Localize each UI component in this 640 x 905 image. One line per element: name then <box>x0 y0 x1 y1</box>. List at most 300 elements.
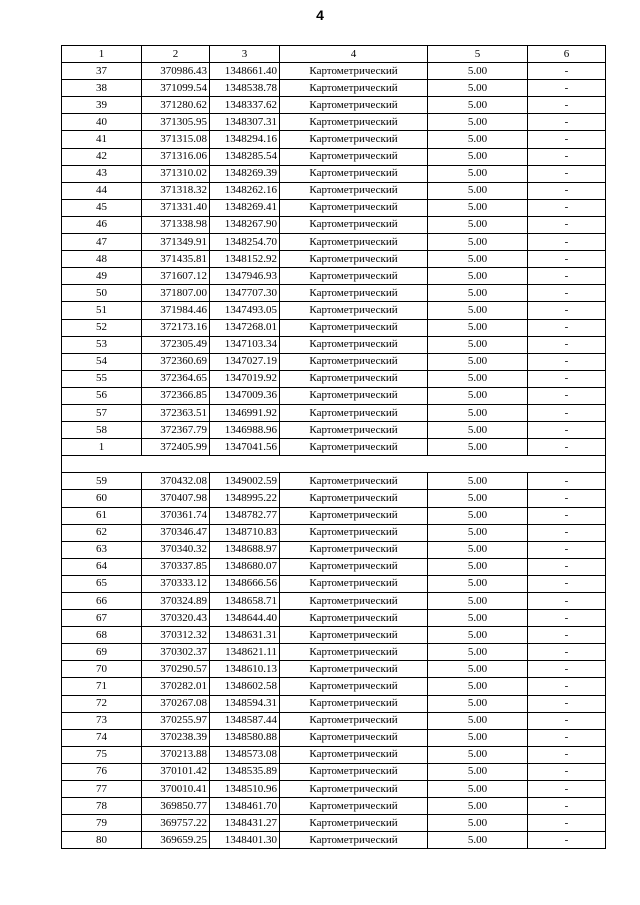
cell-method: Картометрический <box>280 832 428 849</box>
cell-note: - <box>528 302 606 319</box>
cell-coord-x: 369659.25 <box>142 832 210 849</box>
cell-accuracy: 5.00 <box>428 678 528 695</box>
cell-coord-x: 370340.32 <box>142 541 210 558</box>
cell-method: Картометрический <box>280 815 428 832</box>
cell-accuracy: 5.00 <box>428 439 528 456</box>
table-header-row <box>62 46 606 63</box>
cell-accuracy: 5.00 <box>428 336 528 353</box>
cell-method: Картометрический <box>280 404 428 421</box>
table-row <box>62 114 606 131</box>
cell-coord-y: 1348631.31 <box>210 627 280 644</box>
cell-method: Картометрический <box>280 558 428 575</box>
cell-note: - <box>528 353 606 370</box>
cell-coord-x: 371099.54 <box>142 80 210 97</box>
cell-method: Картометрический <box>280 473 428 490</box>
cell-accuracy: 5.00 <box>428 490 528 507</box>
cell-coord-x: 372363.51 <box>142 404 210 421</box>
cell-coord-y: 1348401.30 <box>210 832 280 849</box>
cell-point-number: 48 <box>62 251 142 268</box>
cell-note: - <box>528 251 606 268</box>
header-col-6: 6 <box>528 46 606 63</box>
table-row <box>62 336 606 353</box>
table-row <box>62 199 606 216</box>
cell-note: - <box>528 524 606 541</box>
cell-note: - <box>528 610 606 627</box>
table-row <box>62 97 606 114</box>
cell-coord-y: 1348610.13 <box>210 661 280 678</box>
cell-point-number: 57 <box>62 404 142 421</box>
table-row <box>62 404 606 421</box>
cell-note: - <box>528 712 606 729</box>
cell-method: Картометрический <box>280 678 428 695</box>
cell-point-number: 52 <box>62 319 142 336</box>
cell-note: - <box>528 268 606 285</box>
cell-note: - <box>528 370 606 387</box>
cell-coord-x: 371984.46 <box>142 302 210 319</box>
table-row <box>62 678 606 695</box>
cell-coord-y: 1348644.40 <box>210 610 280 627</box>
cell-accuracy: 5.00 <box>428 404 528 421</box>
cell-coord-x: 370101.42 <box>142 763 210 780</box>
cell-note: - <box>528 678 606 695</box>
cell-note: - <box>528 541 606 558</box>
cell-point-number: 75 <box>62 746 142 763</box>
cell-coord-y: 1348510.96 <box>210 781 280 798</box>
cell-method: Картометрический <box>280 216 428 233</box>
cell-note: - <box>528 746 606 763</box>
cell-coord-y: 1348666.56 <box>210 575 280 592</box>
header-col-3: 3 <box>210 46 280 63</box>
cell-method: Картометрический <box>280 490 428 507</box>
cell-point-number: 70 <box>62 661 142 678</box>
cell-point-number: 64 <box>62 558 142 575</box>
cell-coord-y: 1348535.89 <box>210 763 280 780</box>
cell-method: Картометрический <box>280 268 428 285</box>
cell-note: - <box>528 507 606 524</box>
cell-coord-y: 1348661.40 <box>210 63 280 80</box>
cell-point-number: 69 <box>62 644 142 661</box>
cell-point-number: 58 <box>62 422 142 439</box>
cell-accuracy: 5.00 <box>428 644 528 661</box>
table-row <box>62 268 606 285</box>
cell-note: - <box>528 473 606 490</box>
separator-cell <box>62 456 606 473</box>
cell-method: Картометрический <box>280 661 428 678</box>
cell-coord-x: 372364.65 <box>142 370 210 387</box>
cell-method: Картометрический <box>280 319 428 336</box>
cell-method: Картометрический <box>280 97 428 114</box>
table-row <box>62 182 606 199</box>
cell-method: Картометрический <box>280 148 428 165</box>
cell-point-number: 56 <box>62 387 142 404</box>
cell-coord-x: 370255.97 <box>142 712 210 729</box>
cell-note: - <box>528 216 606 233</box>
cell-method: Картометрический <box>280 627 428 644</box>
cell-method: Картометрический <box>280 199 428 216</box>
cell-coord-x: 370282.01 <box>142 678 210 695</box>
cell-accuracy: 5.00 <box>428 541 528 558</box>
table-row <box>62 302 606 319</box>
cell-method: Картометрический <box>280 746 428 763</box>
cell-accuracy: 5.00 <box>428 575 528 592</box>
cell-coord-x: 371310.02 <box>142 165 210 182</box>
cell-method: Картометрический <box>280 781 428 798</box>
cell-coord-x: 370290.57 <box>142 661 210 678</box>
cell-coord-y: 1348594.31 <box>210 695 280 712</box>
cell-coord-y: 1347946.93 <box>210 268 280 285</box>
cell-accuracy: 5.00 <box>428 763 528 780</box>
table-row <box>62 729 606 746</box>
cell-point-number: 59 <box>62 473 142 490</box>
cell-coord-x: 370213.88 <box>142 746 210 763</box>
table-row <box>62 712 606 729</box>
table-row <box>62 695 606 712</box>
table-row <box>62 781 606 798</box>
cell-accuracy: 5.00 <box>428 165 528 182</box>
cell-point-number: 44 <box>62 182 142 199</box>
table-body <box>62 63 606 849</box>
table-row <box>62 541 606 558</box>
cell-note: - <box>528 661 606 678</box>
cell-coord-x: 371315.08 <box>142 131 210 148</box>
cell-coord-y: 1348254.70 <box>210 234 280 251</box>
cell-coord-x: 370302.37 <box>142 644 210 661</box>
cell-method: Картометрический <box>280 165 428 182</box>
cell-note: - <box>528 832 606 849</box>
table-row <box>62 216 606 233</box>
cell-note: - <box>528 199 606 216</box>
cell-accuracy: 5.00 <box>428 422 528 439</box>
section-separator-row <box>62 456 606 473</box>
table-row <box>62 815 606 832</box>
cell-accuracy: 5.00 <box>428 661 528 678</box>
cell-point-number: 37 <box>62 63 142 80</box>
cell-coord-x: 372367.79 <box>142 422 210 439</box>
cell-method: Картометрический <box>280 234 428 251</box>
header-col-5: 5 <box>428 46 528 63</box>
cell-coord-y: 1348680.07 <box>210 558 280 575</box>
cell-coord-x: 370986.43 <box>142 63 210 80</box>
cell-point-number: 40 <box>62 114 142 131</box>
cell-note: - <box>528 182 606 199</box>
table-row <box>62 234 606 251</box>
cell-coord-y: 1348658.71 <box>210 593 280 610</box>
cell-coord-x: 370407.98 <box>142 490 210 507</box>
cell-coord-x: 371349.91 <box>142 234 210 251</box>
table-row <box>62 63 606 80</box>
cell-accuracy: 5.00 <box>428 558 528 575</box>
table-row <box>62 148 606 165</box>
cell-point-number: 1 <box>62 439 142 456</box>
cell-coord-y: 1348587.44 <box>210 712 280 729</box>
cell-point-number: 41 <box>62 131 142 148</box>
cell-note: - <box>528 729 606 746</box>
cell-coord-x: 370324.89 <box>142 593 210 610</box>
cell-method: Картометрический <box>280 524 428 541</box>
cell-note: - <box>528 695 606 712</box>
cell-method: Картометрический <box>280 370 428 387</box>
cell-coord-x: 371305.95 <box>142 114 210 131</box>
cell-method: Картометрический <box>280 387 428 404</box>
cell-method: Картометрический <box>280 712 428 729</box>
cell-note: - <box>528 815 606 832</box>
cell-accuracy: 5.00 <box>428 746 528 763</box>
cell-accuracy: 5.00 <box>428 302 528 319</box>
cell-point-number: 66 <box>62 593 142 610</box>
cell-accuracy: 5.00 <box>428 131 528 148</box>
table-row <box>62 387 606 404</box>
cell-note: - <box>528 627 606 644</box>
cell-point-number: 54 <box>62 353 142 370</box>
cell-coord-x: 370312.32 <box>142 627 210 644</box>
table-row <box>62 422 606 439</box>
cell-accuracy: 5.00 <box>428 148 528 165</box>
cell-point-number: 63 <box>62 541 142 558</box>
cell-note: - <box>528 114 606 131</box>
cell-coord-y: 1348269.39 <box>210 165 280 182</box>
cell-point-number: 43 <box>62 165 142 182</box>
cell-coord-x: 371318.32 <box>142 182 210 199</box>
table-row <box>62 80 606 97</box>
cell-method: Картометрический <box>280 439 428 456</box>
cell-accuracy: 5.00 <box>428 507 528 524</box>
cell-coord-y: 1349002.59 <box>210 473 280 490</box>
cell-coord-x: 372305.49 <box>142 336 210 353</box>
cell-note: - <box>528 763 606 780</box>
cell-coord-x: 370238.39 <box>142 729 210 746</box>
cell-coord-x: 371435.81 <box>142 251 210 268</box>
cell-accuracy: 5.00 <box>428 268 528 285</box>
table-row <box>62 575 606 592</box>
cell-note: - <box>528 131 606 148</box>
cell-point-number: 45 <box>62 199 142 216</box>
cell-note: - <box>528 234 606 251</box>
table-row <box>62 353 606 370</box>
cell-method: Картометрический <box>280 541 428 558</box>
cell-note: - <box>528 165 606 182</box>
cell-accuracy: 5.00 <box>428 353 528 370</box>
cell-accuracy: 5.00 <box>428 729 528 746</box>
table-row <box>62 627 606 644</box>
header-col-1: 1 <box>62 46 142 63</box>
cell-accuracy: 5.00 <box>428 815 528 832</box>
cell-coord-y: 1347493.05 <box>210 302 280 319</box>
table-row <box>62 832 606 849</box>
cell-point-number: 39 <box>62 97 142 114</box>
cell-coord-y: 1348431.27 <box>210 815 280 832</box>
cell-coord-y: 1348152.92 <box>210 251 280 268</box>
table-row <box>62 285 606 302</box>
cell-coord-y: 1347103.34 <box>210 336 280 353</box>
cell-point-number: 42 <box>62 148 142 165</box>
cell-accuracy: 5.00 <box>428 182 528 199</box>
cell-coord-x: 371807.00 <box>142 285 210 302</box>
table-row <box>62 763 606 780</box>
cell-point-number: 55 <box>62 370 142 387</box>
cell-coord-y: 1348294.16 <box>210 131 280 148</box>
cell-accuracy: 5.00 <box>428 473 528 490</box>
cell-method: Картометрический <box>280 114 428 131</box>
table-row <box>62 490 606 507</box>
cell-accuracy: 5.00 <box>428 199 528 216</box>
cell-accuracy: 5.00 <box>428 524 528 541</box>
coordinates-table <box>61 45 606 849</box>
table-row <box>62 507 606 524</box>
cell-accuracy: 5.00 <box>428 319 528 336</box>
cell-note: - <box>528 798 606 815</box>
cell-accuracy: 5.00 <box>428 80 528 97</box>
cell-note: - <box>528 781 606 798</box>
cell-note: - <box>528 404 606 421</box>
cell-note: - <box>528 422 606 439</box>
cell-method: Картометрический <box>280 729 428 746</box>
cell-note: - <box>528 439 606 456</box>
cell-coord-x: 370333.12 <box>142 575 210 592</box>
page-number: 4 <box>316 7 324 23</box>
cell-point-number: 61 <box>62 507 142 524</box>
cell-method: Картометрический <box>280 182 428 199</box>
cell-coord-y: 1348337.62 <box>210 97 280 114</box>
cell-point-number: 79 <box>62 815 142 832</box>
table-row <box>62 746 606 763</box>
cell-coord-y: 1347009.36 <box>210 387 280 404</box>
cell-point-number: 50 <box>62 285 142 302</box>
cell-coord-y: 1348602.58 <box>210 678 280 695</box>
cell-coord-y: 1346991.92 <box>210 404 280 421</box>
cell-point-number: 72 <box>62 695 142 712</box>
cell-coord-y: 1348262.16 <box>210 182 280 199</box>
cell-coord-x: 372366.85 <box>142 387 210 404</box>
cell-accuracy: 5.00 <box>428 387 528 404</box>
cell-note: - <box>528 319 606 336</box>
cell-accuracy: 5.00 <box>428 695 528 712</box>
table-row <box>62 798 606 815</box>
cell-coord-y: 1347041.56 <box>210 439 280 456</box>
cell-accuracy: 5.00 <box>428 370 528 387</box>
cell-coord-y: 1348538.78 <box>210 80 280 97</box>
cell-coord-x: 371280.62 <box>142 97 210 114</box>
cell-point-number: 78 <box>62 798 142 815</box>
cell-coord-y: 1348782.77 <box>210 507 280 524</box>
cell-coord-y: 1348710.83 <box>210 524 280 541</box>
cell-coord-y: 1348307.31 <box>210 114 280 131</box>
cell-accuracy: 5.00 <box>428 712 528 729</box>
cell-coord-y: 1348573.08 <box>210 746 280 763</box>
cell-accuracy: 5.00 <box>428 234 528 251</box>
cell-coord-x: 369850.77 <box>142 798 210 815</box>
cell-method: Картометрический <box>280 131 428 148</box>
cell-point-number: 76 <box>62 763 142 780</box>
cell-coord-y: 1348461.70 <box>210 798 280 815</box>
cell-point-number: 62 <box>62 524 142 541</box>
cell-point-number: 68 <box>62 627 142 644</box>
cell-accuracy: 5.00 <box>428 627 528 644</box>
cell-coord-y: 1348269.41 <box>210 199 280 216</box>
cell-note: - <box>528 63 606 80</box>
cell-method: Картометрический <box>280 63 428 80</box>
table-row <box>62 610 606 627</box>
cell-accuracy: 5.00 <box>428 114 528 131</box>
cell-coord-y: 1348688.97 <box>210 541 280 558</box>
header-col-4: 4 <box>280 46 428 63</box>
cell-accuracy: 5.00 <box>428 832 528 849</box>
cell-coord-y: 1347268.01 <box>210 319 280 336</box>
table-row <box>62 131 606 148</box>
table-row <box>62 524 606 541</box>
table-row <box>62 370 606 387</box>
cell-coord-y: 1347027.19 <box>210 353 280 370</box>
cell-coord-x: 370267.08 <box>142 695 210 712</box>
cell-method: Картометрический <box>280 353 428 370</box>
cell-point-number: 38 <box>62 80 142 97</box>
cell-note: - <box>528 80 606 97</box>
cell-note: - <box>528 593 606 610</box>
cell-coord-y: 1348285.54 <box>210 148 280 165</box>
cell-note: - <box>528 336 606 353</box>
cell-note: - <box>528 285 606 302</box>
cell-accuracy: 5.00 <box>428 610 528 627</box>
cell-method: Картометрический <box>280 644 428 661</box>
cell-method: Картометрический <box>280 575 428 592</box>
cell-point-number: 74 <box>62 729 142 746</box>
cell-accuracy: 5.00 <box>428 781 528 798</box>
cell-note: - <box>528 148 606 165</box>
cell-method: Картометрический <box>280 695 428 712</box>
cell-note: - <box>528 490 606 507</box>
cell-point-number: 80 <box>62 832 142 849</box>
cell-coord-x: 372360.69 <box>142 353 210 370</box>
cell-coord-y: 1347019.92 <box>210 370 280 387</box>
cell-point-number: 46 <box>62 216 142 233</box>
cell-coord-x: 371316.06 <box>142 148 210 165</box>
cell-note: - <box>528 387 606 404</box>
cell-point-number: 65 <box>62 575 142 592</box>
cell-accuracy: 5.00 <box>428 216 528 233</box>
table-row <box>62 661 606 678</box>
table-row <box>62 165 606 182</box>
cell-coord-x: 369757.22 <box>142 815 210 832</box>
cell-coord-x: 370432.08 <box>142 473 210 490</box>
cell-method: Картометрический <box>280 422 428 439</box>
cell-coord-x: 371607.12 <box>142 268 210 285</box>
table-row <box>62 439 606 456</box>
cell-note: - <box>528 97 606 114</box>
cell-coord-x: 370337.85 <box>142 558 210 575</box>
table-row <box>62 319 606 336</box>
cell-method: Картометрический <box>280 610 428 627</box>
cell-point-number: 73 <box>62 712 142 729</box>
table-row <box>62 593 606 610</box>
cell-note: - <box>528 644 606 661</box>
cell-accuracy: 5.00 <box>428 63 528 80</box>
cell-method: Картометрический <box>280 593 428 610</box>
cell-point-number: 47 <box>62 234 142 251</box>
cell-point-number: 53 <box>62 336 142 353</box>
cell-method: Картометрический <box>280 336 428 353</box>
cell-point-number: 60 <box>62 490 142 507</box>
cell-coord-y: 1348267.90 <box>210 216 280 233</box>
cell-method: Картометрический <box>280 302 428 319</box>
cell-method: Картометрический <box>280 251 428 268</box>
cell-coord-x: 371331.40 <box>142 199 210 216</box>
cell-method: Картометрический <box>280 798 428 815</box>
cell-coord-y: 1346988.96 <box>210 422 280 439</box>
cell-accuracy: 5.00 <box>428 798 528 815</box>
table-row <box>62 251 606 268</box>
cell-accuracy: 5.00 <box>428 593 528 610</box>
table-row <box>62 473 606 490</box>
cell-coord-y: 1348621.11 <box>210 644 280 661</box>
